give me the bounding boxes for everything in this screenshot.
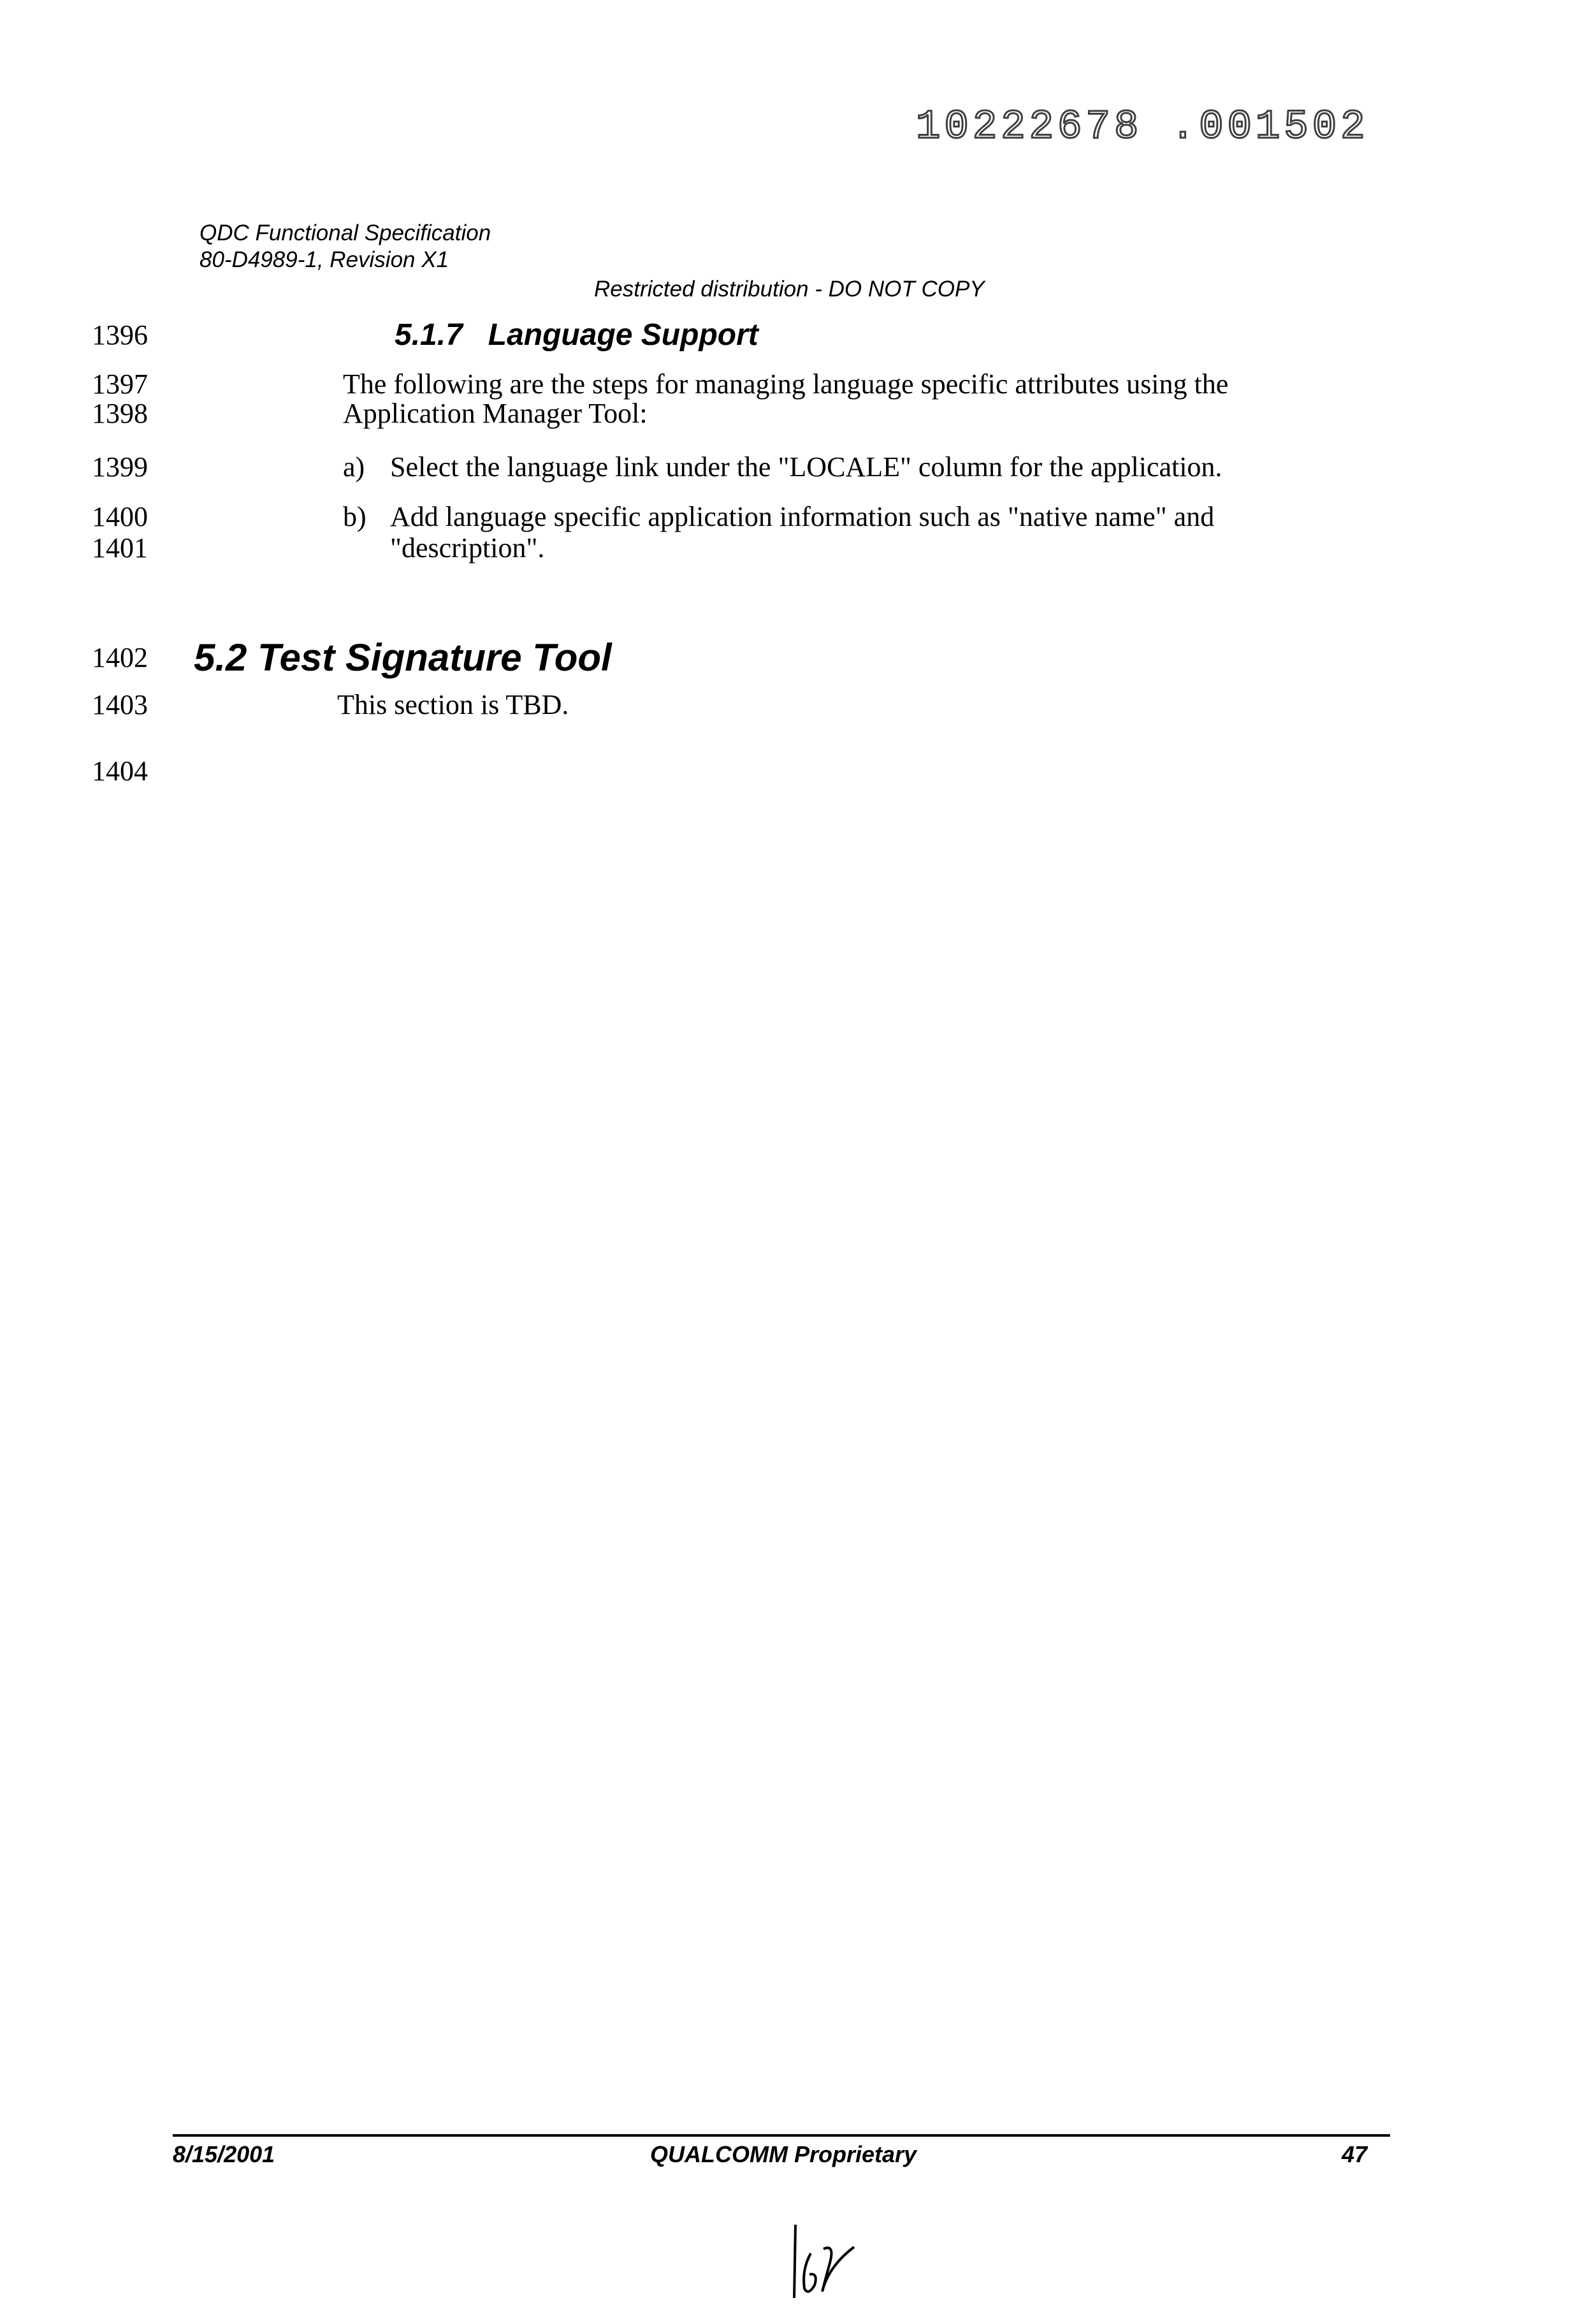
header-title: QDC Functional Specification [200, 222, 491, 244]
step-a-marker: a) [343, 453, 365, 481]
line-number: 1403 [92, 691, 148, 719]
step-b-marker: b) [343, 503, 366, 531]
section-number: 5.1.7 [395, 318, 463, 352]
line-number: 1401 [92, 534, 148, 562]
footer-rule [173, 2134, 1390, 2137]
header-restriction: Restricted distribution - DO NOT COPY [594, 278, 985, 300]
section-5-2-heading: 5.2 Test Signature Tool [194, 639, 612, 677]
footer-page-number: 47 [1342, 2143, 1367, 2166]
line-number: 1396 [92, 321, 148, 349]
intro-line-2: Application Manager Tool: [343, 400, 648, 428]
line-number: 1402 [92, 644, 148, 672]
document-id-stamp: 10222678 .001502 [916, 107, 1369, 148]
step-a-text: Select the language link under the "LOCALE" column for the application. [390, 453, 1222, 481]
line-number: 1398 [92, 400, 148, 428]
footer-proprietary: QUALCOMM Proprietary [650, 2143, 917, 2166]
section-5-1-7-heading [395, 320, 758, 351]
line-number: 1399 [92, 453, 148, 481]
step-b-text: Add language specific application information such as "native name" and [390, 503, 1214, 531]
line-number: 1404 [92, 757, 148, 785]
handwritten-page-note [790, 2218, 880, 2301]
line-number: 1397 [92, 370, 148, 398]
section-title: Language Support [488, 318, 758, 352]
step-b-text-continued: "description". [390, 534, 544, 562]
footer-date: 8/15/2001 [173, 2143, 275, 2166]
header-doc-number: 80-D4989-1, Revision X1 [200, 249, 449, 271]
intro-line-1: The following are the steps for managing language specific attributes using the [343, 370, 1228, 398]
section-5-2-body: This section is TBD. [337, 691, 569, 719]
line-number: 1400 [92, 503, 148, 531]
